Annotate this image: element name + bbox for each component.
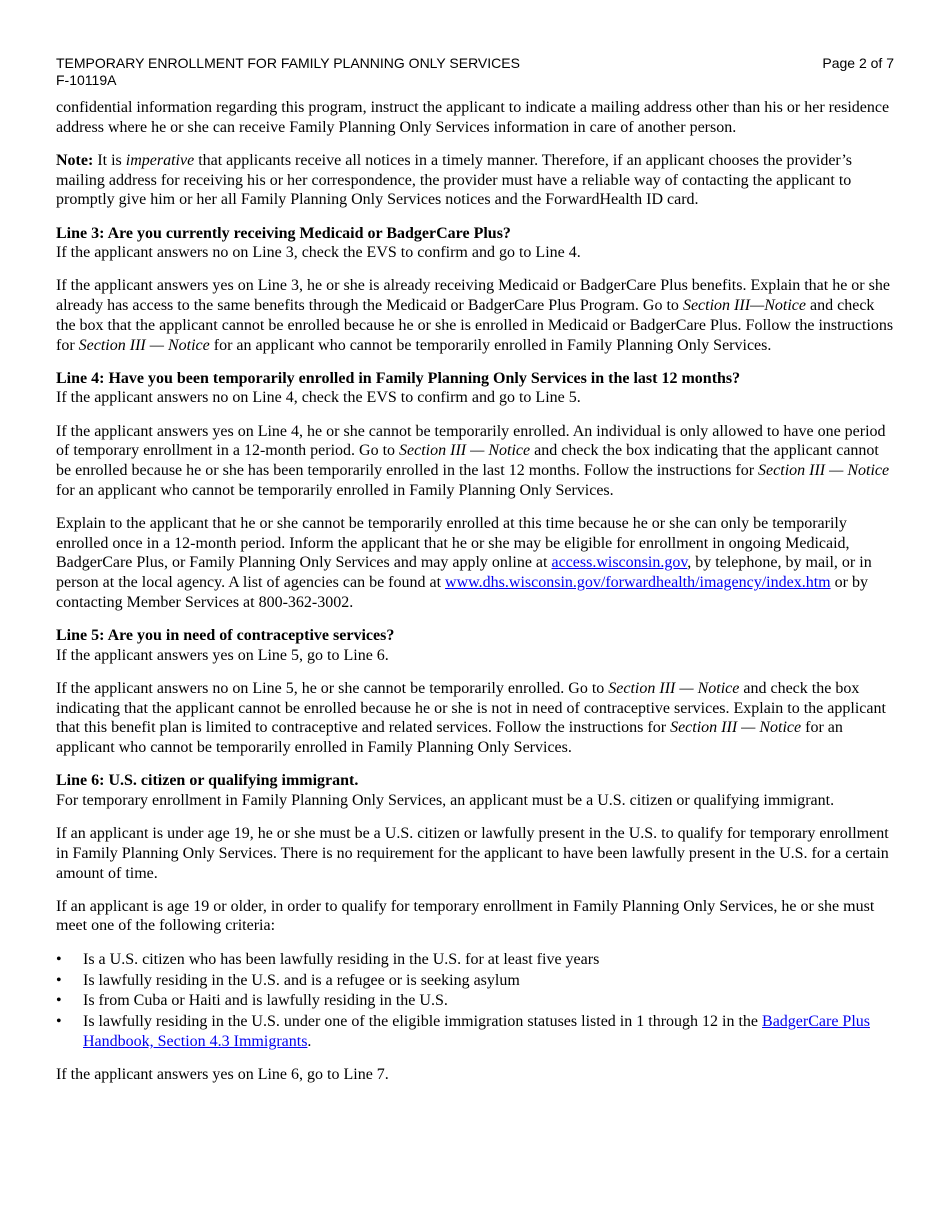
list-item: • Is lawfully residing in the U.S. under one of the eligible immigration statuses listed in 1 through 12 in the BadgerCare Plus Handbook, Section 4.3 Immigrants. — [56, 1012, 894, 1051]
line5-heading: Line 5: Are you in need of contraceptive services? — [56, 626, 395, 644]
line6-yes-paragraph: If the applicant answers yes on Line 6, go to Line 7. — [56, 1066, 389, 1084]
line4-heading: Line 4: Have you been temporarily enrolled in Family Planning Only Services in the last 12 months? — [56, 369, 741, 387]
criteria-list — [56, 950, 894, 1052]
line5-no-paragraph: If the applicant answers no on Line 5, he or she cannot be temporarily enrolled. Go to Section III — Notice and check the box indicating that the applicant cannot be enrolled because he or she is not in need of contraceptive services. Explain to the applicant that this benefit plan is limited to contraceptive and related services. Follow the instructions for Section III — Notice for an applicant who cannot be temporarily enrolled in Family Planning Only Services. — [56, 679, 886, 756]
note-paragraph: Note: It is imperative that applicants receive all notices in a timely manner. Therefore, if an applicant chooses the provider’s mailing address for receiving his or her correspondence, the provider must have a reliable way of contacting the applicant to promptly give him or her all Family Planning Only Services notices and the ForwardHealth ID card. — [56, 151, 853, 209]
intro-continuation: confidential information regarding this program, instruct the applicant to indicate a mailing address other than his or her residence address where he or she can receive Family Planning Only Services information in care of another person. — [56, 99, 890, 136]
form-number: F-10119A — [56, 72, 117, 88]
list-item: • Is lawfully residing in the U.S. and is a refugee or is seeking asylum — [56, 971, 894, 991]
line4-yes-paragraph: If the applicant answers yes on Line 4, he or she cannot be temporarily enrolled. An individual is only allowed to have one period of temporary enrollment in a 12-month period. Go to Section III — Notice and check the box indicating that the applicant cannot be enrolled because he or she has been temporarily enrolled in the last 12 months. Follow the instructions for Section III — Notice for an applicant who cannot be temporarily enrolled in Family Planning Only Services. — [56, 422, 890, 499]
line4-explain-paragraph: Explain to the applicant that he or she cannot be temporarily enrolled at this time because he or she can only be temporarily enrolled once in a 12-month period. Inform the applicant that he or she may be eligible for enrollment in ongoing Medicaid, BadgerCare Plus, or Family Planning Only Services and may apply online at access.wisconsin.gov, by telephone, by mail, or in person at the local agency. A list of agencies can be found at www.dhs.wisconsin.gov/forwardhealth/imagency/index.htm or by contacting Member Services at 800-362-3002. — [56, 514, 872, 611]
form-title: TEMPORARY ENROLLMENT FOR FAMILY PLANNING ONLY SERVICES — [56, 55, 520, 71]
document-body — [56, 98, 894, 1085]
agency-list-link[interactable]: www.dhs.wisconsin.gov/forwardhealth/imagency/index.htm — [445, 574, 831, 592]
line4-section: Line 4: Have you been temporarily enrolled in Family Planning Only Services in the last 12 months? If the applicant answers no on Line 4, check the EVS to confirm and go to Line 5. — [56, 369, 741, 407]
list-item: • Is a U.S. citizen who has been lawfully residing in the U.S. for at least five years — [56, 950, 894, 970]
line6-heading: Line 6: U.S. citizen or qualifying immigrant. — [56, 772, 359, 790]
access-wisconsin-link[interactable]: access.wisconsin.gov — [551, 554, 688, 572]
page-number: Page 2 of 7 — [822, 55, 894, 71]
line3-section: Line 3: Are you currently receiving Medicaid or BadgerCare Plus? If the applicant answers no on Line 3, check the EVS to confirm and go to Line 4. — [56, 224, 581, 262]
line6-over19-paragraph: If an applicant is age 19 or older, in order to qualify for temporary enrollment in Family Planning Only Services, he or she must meet one of the following criteria: — [56, 897, 875, 935]
line6-section: Line 6: U.S. citizen or qualifying immigrant. For temporary enrollment in Family Planning Only Services, an applicant must be a U.S. citizen or qualifying immigrant. — [56, 772, 835, 809]
line5-section: Line 5: Are you in need of contraceptive services? If the applicant answers yes on Line 5, go to Line 6. — [56, 626, 395, 664]
note-label: Note: — [56, 151, 94, 169]
line3-heading: Line 3: Are you currently receiving Medicaid or BadgerCare Plus? — [56, 224, 511, 242]
line6-under19-paragraph: If an applicant is under age 19, he or she must be a U.S. citizen or lawfully present in the U.S. to qualify for temporary enrollment in Family Planning Only Services. There is no requirement for the applicant to have been lawfully present in the U.S. for a certain amount of time. — [56, 825, 889, 882]
document-page — [56, 55, 894, 1098]
badgercare-handbook-link[interactable]: BadgerCare Plus Handbook, Section 4.3 Immigrants — [83, 1013, 870, 1050]
list-item: • Is from Cuba or Haiti and is lawfully residing in the U.S. — [56, 991, 894, 1011]
page-header — [56, 55, 894, 89]
line3-yes-paragraph: If the applicant answers yes on Line 3, he or she is already receiving Medicaid or BadgerCare Plus benefits. Explain that he or she already has access to the same benefits through the Medicaid or BadgerCare Plus Program. Go to Section III—Notice and check the box that the applicant cannot be enrolled because he or she is enrolled in Medicaid or BadgerCare Plus. Follow the instructions for Section III — Notice for an applicant who cannot be temporarily enrolled in Family Planning Only Services. — [56, 277, 894, 354]
